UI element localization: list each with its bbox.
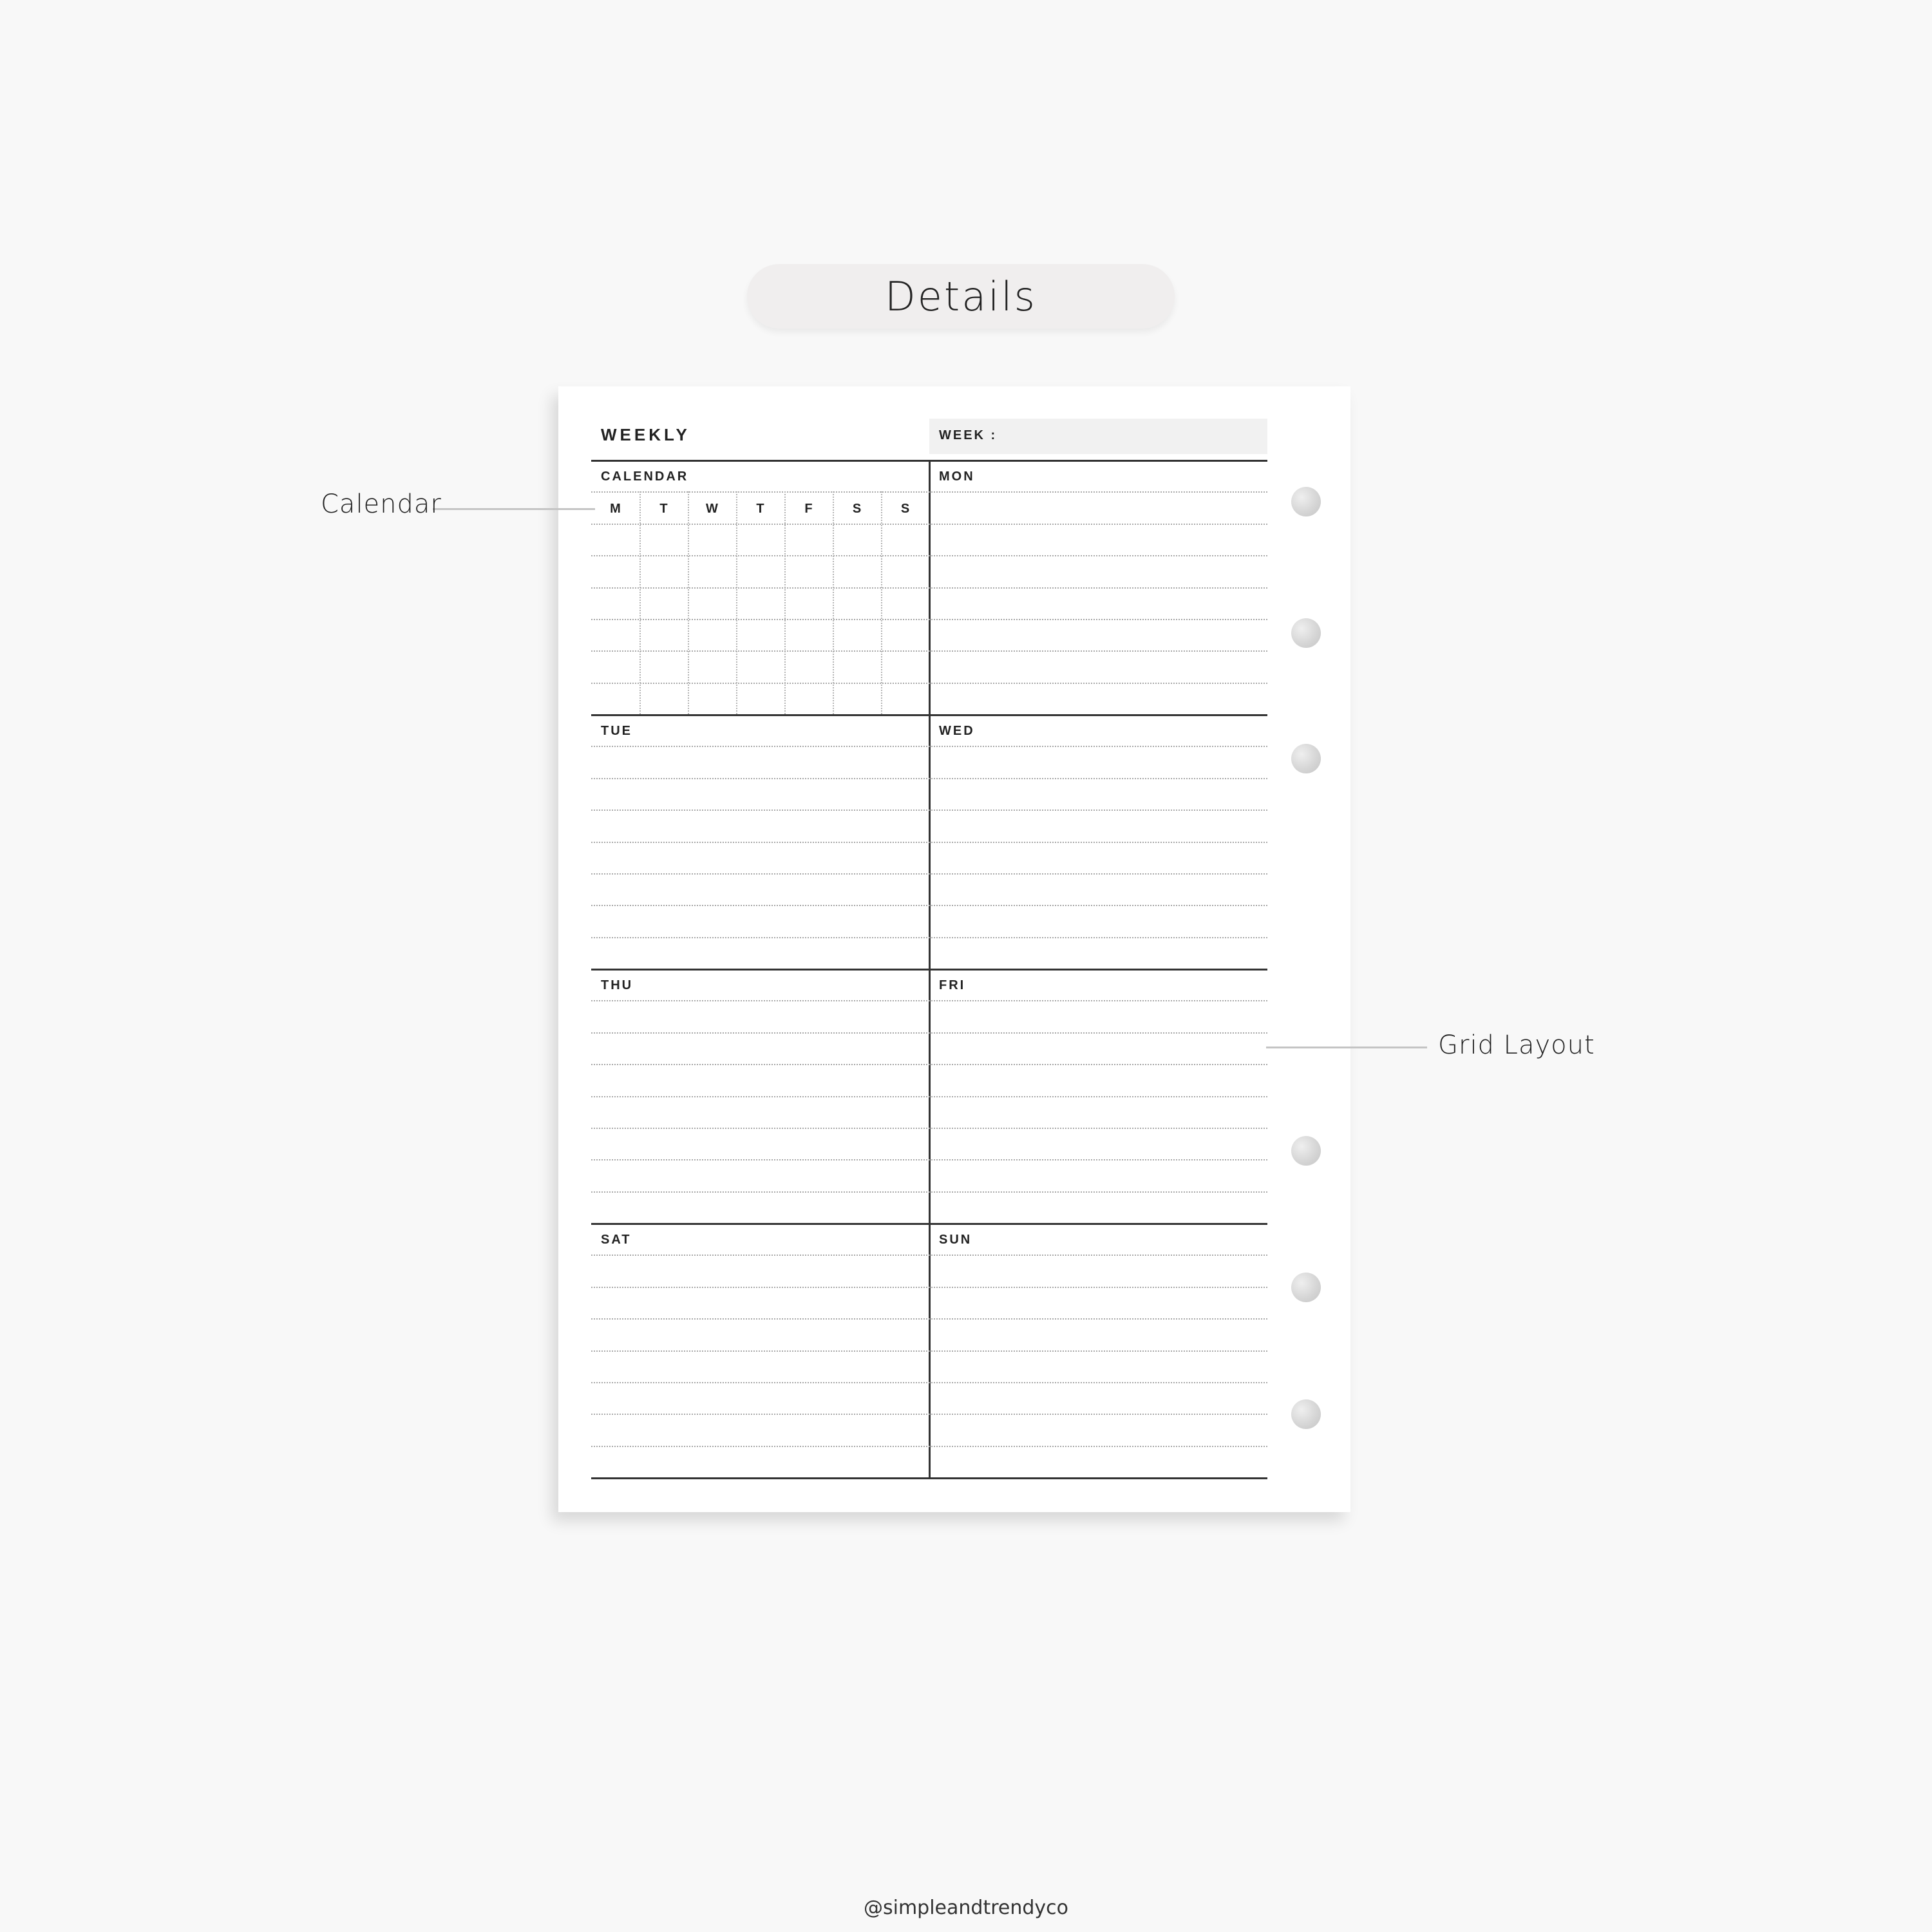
day-label-thu: THU xyxy=(601,978,634,992)
calendar-column-line xyxy=(833,491,834,714)
day-label-wed: WED xyxy=(939,724,975,738)
writing-line xyxy=(591,1064,1267,1065)
writing-line xyxy=(591,1287,1267,1288)
calendar-label: CALENDAR xyxy=(601,469,689,484)
writing-line xyxy=(591,1414,1267,1415)
column-divider xyxy=(929,460,931,1479)
writing-line xyxy=(591,524,1267,525)
calendar-column-line xyxy=(736,491,737,714)
calendar-weekday: M xyxy=(610,502,621,516)
writing-line xyxy=(591,873,1267,875)
writing-line xyxy=(591,555,1267,556)
writing-line xyxy=(591,1191,1267,1193)
binder-hole xyxy=(1291,744,1321,773)
day-label-mon: MON xyxy=(939,469,975,484)
writing-line xyxy=(591,778,1267,779)
day-label-tue: TUE xyxy=(601,724,632,738)
writing-line xyxy=(591,1318,1267,1320)
calendar-weekday: W xyxy=(706,502,718,516)
calendar-weekday: S xyxy=(852,502,862,516)
writing-line xyxy=(591,1255,1267,1256)
writing-line xyxy=(591,1159,1267,1160)
writing-line xyxy=(591,683,1267,684)
calendar-weekday: T xyxy=(659,502,668,516)
writing-line xyxy=(591,905,1267,906)
calendar-column-line xyxy=(688,491,689,714)
binder-hole xyxy=(1291,1399,1321,1429)
writing-line xyxy=(591,1000,1267,1001)
grid-layout-callout: Grid Layout xyxy=(1438,1030,1595,1060)
writing-line xyxy=(591,746,1267,747)
writing-line xyxy=(591,1032,1267,1034)
writing-line xyxy=(591,1350,1267,1352)
planner-title: WEEKLY xyxy=(601,425,690,444)
writing-line xyxy=(591,1096,1267,1097)
calendar-weekday: F xyxy=(804,502,813,516)
writing-line xyxy=(591,587,1267,589)
binder-hole xyxy=(1291,1136,1321,1166)
writing-line xyxy=(591,810,1267,811)
grid-callout-line xyxy=(1266,1046,1427,1048)
footer-handle: @simpleandtrendyco xyxy=(863,1897,1069,1919)
day-label-sun: SUN xyxy=(939,1233,972,1247)
writing-line xyxy=(591,1446,1267,1447)
calendar-weekday: T xyxy=(756,502,764,516)
day-label-sat: SAT xyxy=(601,1233,632,1247)
writing-line xyxy=(591,1382,1267,1383)
writing-line xyxy=(591,619,1267,620)
week-label: WEEK : xyxy=(939,428,998,442)
calendar-column-line xyxy=(639,491,641,714)
binder-hole xyxy=(1291,1273,1321,1302)
writing-line xyxy=(591,1128,1267,1129)
calendar-column-line xyxy=(881,491,882,714)
day-label-fri: FRI xyxy=(939,978,966,992)
binder-hole xyxy=(1291,487,1321,516)
writing-line xyxy=(591,491,1267,493)
writing-line xyxy=(591,842,1267,843)
calendar-column-line xyxy=(784,491,786,714)
writing-line xyxy=(591,650,1267,652)
calendar-callout-line xyxy=(433,508,595,510)
page-title: Details xyxy=(885,272,1037,320)
calendar-callout: Calendar xyxy=(321,489,442,519)
writing-line xyxy=(591,937,1267,938)
binder-hole xyxy=(1291,618,1321,648)
calendar-weekday: S xyxy=(900,502,910,516)
